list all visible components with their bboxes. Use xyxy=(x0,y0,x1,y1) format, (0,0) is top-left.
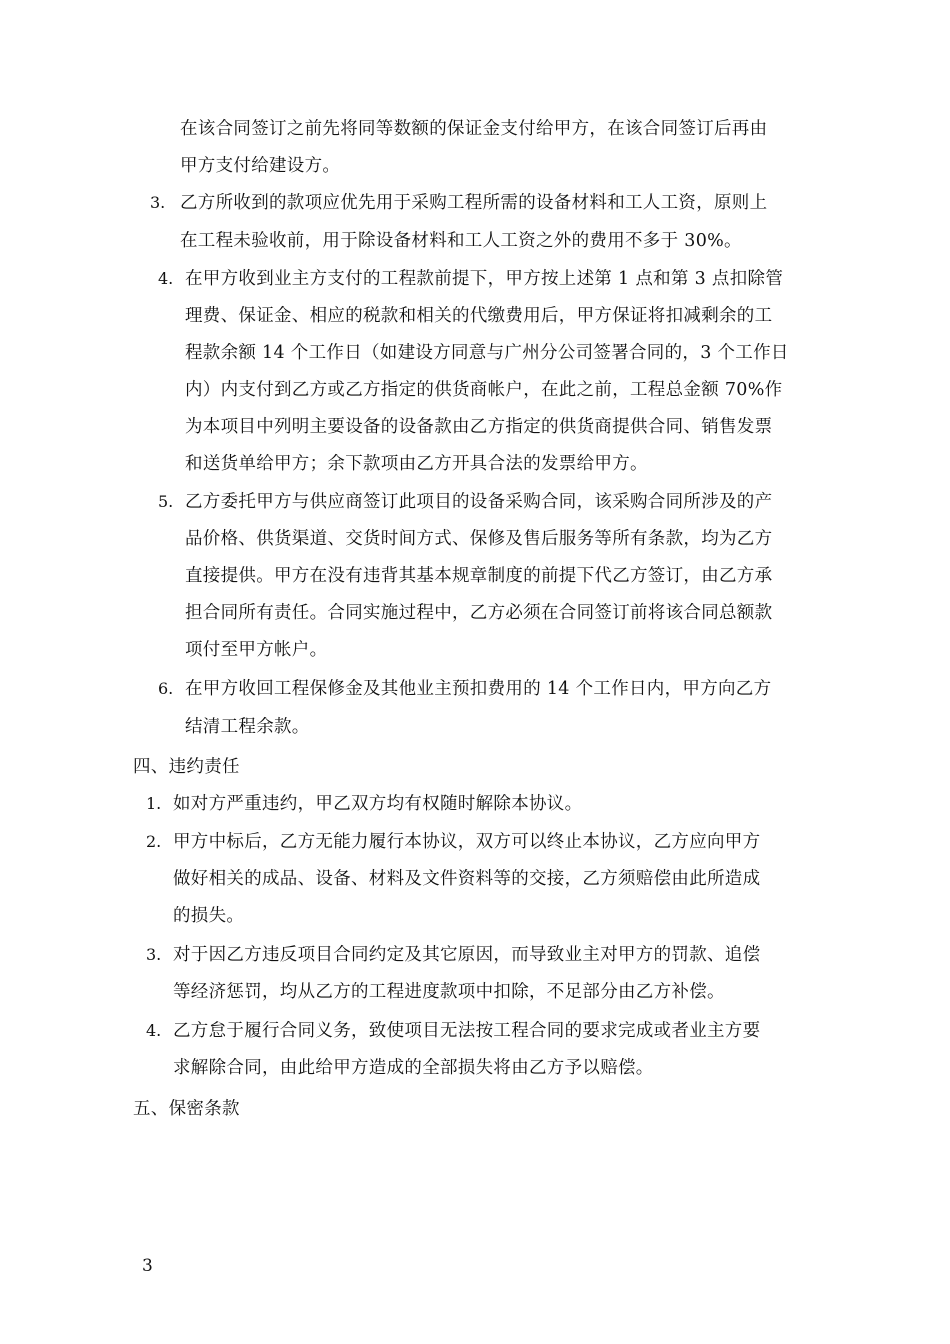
paragraph-line: 做好相关的成品、设备、材料及文件资料等的交接，乙方须赔偿由此所造成 xyxy=(173,869,761,889)
list-number: 4. xyxy=(158,269,174,288)
section-heading: 四、违约责任 xyxy=(133,757,240,777)
paragraph-line: 对于因乙方违反项目合同约定及其它原因，而导致业主对甲方的罚款、追偿 xyxy=(173,945,761,965)
paragraph-line: 乙方所收到的款项应优先用于采购工程所需的设备材料和工人工资，原则上 xyxy=(180,193,768,213)
paragraph-line: 为本项目中列明主要设备的设备款由乙方指定的供货商提供合同、销售发票 xyxy=(185,417,773,437)
page-number: 3 xyxy=(142,1256,153,1276)
paragraph-line: 乙方委托甲方与供应商签订此项目的设备采购合同，该采购合同所涉及的产 xyxy=(185,492,773,512)
list-number: 6. xyxy=(158,679,174,698)
paragraph-line: 求解除合同，由此给甲方造成的全部损失将由乙方予以赔偿。 xyxy=(173,1058,654,1078)
paragraph-line: 在甲方收到业主方支付的工程款前提下，甲方按上述第 1 点和第 3 点扣除管 xyxy=(185,269,784,289)
paragraph-line: 和送货单给甲方；余下款项由乙方开具合法的发票给甲方。 xyxy=(185,454,648,474)
paragraph-line: 品价格、供货渠道、交货时间方式、保修及售后服务等所有条款，均为乙方 xyxy=(185,529,773,549)
list-number: 1. xyxy=(146,794,162,813)
paragraph-line: 担合同所有责任。合同实施过程中，乙方必须在合同签订前将该合同总额款 xyxy=(185,603,773,623)
paragraph-line: 的损失。 xyxy=(173,906,245,926)
paragraph-line: 乙方怠于履行合同义务，致使项目无法按工程合同的要求完成或者业主方要 xyxy=(173,1021,761,1041)
list-number: 5. xyxy=(158,492,174,511)
paragraph-line: 在该合同签订之前先将同等数额的保证金支付给甲方，在该合同签订后再由 xyxy=(180,119,768,139)
paragraph-line: 等经济惩罚，均从乙方的工程进度款项中扣除，不足部分由乙方补偿。 xyxy=(173,982,725,1002)
paragraph-line: 程款余额 14 个工作日（如建设方同意与广州分公司签署合同的，3 个工作日 xyxy=(185,343,789,363)
list-number: 3. xyxy=(146,945,162,964)
list-number: 4. xyxy=(146,1021,162,1040)
list-number: 3. xyxy=(150,193,166,212)
paragraph-line: 甲方支付给建设方。 xyxy=(180,156,341,176)
paragraph-line: 内）内支付到乙方或乙方指定的供货商帐户，在此之前，工程总金额 70%作 xyxy=(185,380,783,400)
section-heading: 五、保密条款 xyxy=(133,1099,240,1119)
paragraph-line: 项付至甲方帐户。 xyxy=(185,640,328,660)
paragraph-line: 在甲方收回工程保修金及其他业主预扣费用的 14 个工作日内，甲方向乙方 xyxy=(185,679,772,699)
list-number: 2. xyxy=(146,832,162,851)
paragraph-line: 直接提供。甲方在没有违背其基本规章制度的前提下代乙方签订，由乙方承 xyxy=(185,566,773,586)
paragraph-line: 理费、保证金、相应的税款和相关的代缴费用后，甲方保证将扣减剩余的工 xyxy=(185,306,773,326)
paragraph-line: 如对方严重违约，甲乙双方均有权随时解除本协议。 xyxy=(173,794,583,814)
paragraph-line: 在工程未验收前，用于除设备材料和工人工资之外的费用不多于 30%。 xyxy=(180,231,742,251)
paragraph-line: 甲方中标后，乙方无能力履行本协议，双方可以终止本协议，乙方应向甲方 xyxy=(173,832,761,852)
paragraph-line: 结清工程余款。 xyxy=(185,717,310,737)
